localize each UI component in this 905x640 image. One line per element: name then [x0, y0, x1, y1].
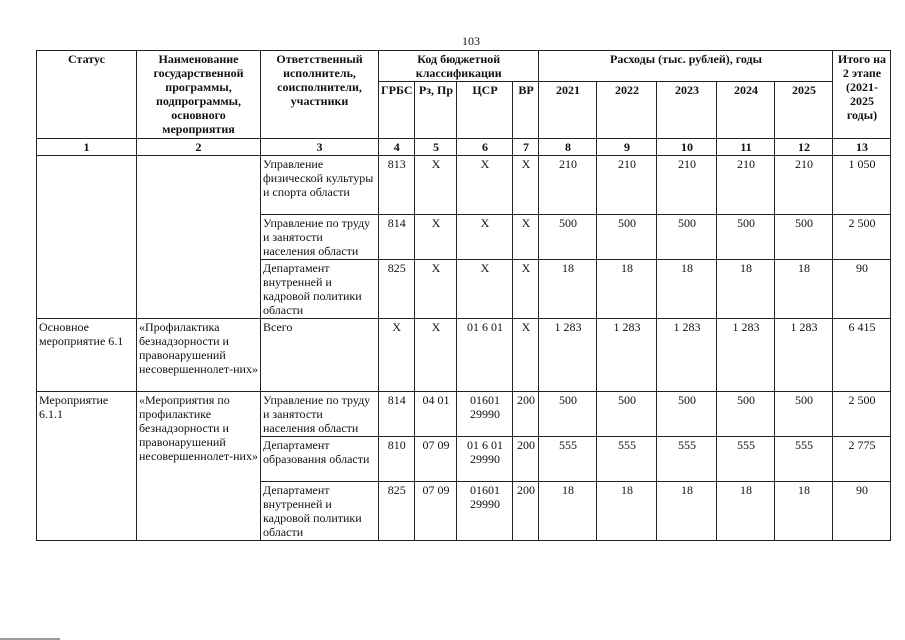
- value-2022-cell: 18: [597, 260, 657, 319]
- value-2021-cell: 555: [539, 437, 597, 482]
- column-number: 2: [137, 139, 261, 156]
- value-2025-cell: 555: [775, 437, 833, 482]
- column-number: 3: [261, 139, 379, 156]
- status-cell: [37, 156, 137, 319]
- grbs-cell: 825: [379, 260, 415, 319]
- value-2025-cell: 1 283: [775, 319, 833, 392]
- total-cell: 1 050: [833, 156, 891, 215]
- header-year: 2025: [775, 82, 833, 139]
- vr-cell: Х: [513, 319, 539, 392]
- rz-pr-cell: Х: [415, 319, 457, 392]
- total-cell: 90: [833, 482, 891, 541]
- csr-cell: 01601 29990: [457, 482, 513, 541]
- vr-cell: Х: [513, 215, 539, 260]
- column-number: 12: [775, 139, 833, 156]
- grbs-cell: 813: [379, 156, 415, 215]
- grbs-cell: 814: [379, 215, 415, 260]
- table-row: [37, 392, 891, 437]
- vr-cell: 200: [513, 437, 539, 482]
- value-2023-cell: 500: [657, 215, 717, 260]
- column-number: 1: [37, 139, 137, 156]
- header-rz-pr: Рз, Пр: [415, 82, 457, 139]
- column-number: 4: [379, 139, 415, 156]
- value-2022-cell: 18: [597, 482, 657, 541]
- value-2021-cell: 18: [539, 482, 597, 541]
- value-2022-cell: 210: [597, 156, 657, 215]
- total-cell: 90: [833, 260, 891, 319]
- value-2021-cell: 18: [539, 260, 597, 319]
- value-2023-cell: 555: [657, 437, 717, 482]
- csr-cell: Х: [457, 215, 513, 260]
- rz-pr-cell: Х: [415, 215, 457, 260]
- value-2023-cell: 500: [657, 392, 717, 437]
- value-2024-cell: 18: [717, 260, 775, 319]
- rz-pr-cell: 07 09: [415, 437, 457, 482]
- value-2024-cell: 1 283: [717, 319, 775, 392]
- header-expenses: Расходы (тыс. рублей), годы: [539, 51, 833, 82]
- column-number: 10: [657, 139, 717, 156]
- grbs-cell: 810: [379, 437, 415, 482]
- executor-cell: Управление по труду и занятости населения области: [261, 215, 379, 260]
- vr-cell: Х: [513, 260, 539, 319]
- executor-cell: Всего: [261, 319, 379, 392]
- value-2025-cell: 500: [775, 392, 833, 437]
- grbs-cell: 825: [379, 482, 415, 541]
- value-2023-cell: 18: [657, 482, 717, 541]
- vr-cell: 200: [513, 482, 539, 541]
- value-2025-cell: 18: [775, 482, 833, 541]
- value-2021-cell: 500: [539, 215, 597, 260]
- program-name-cell: [137, 156, 261, 319]
- status-cell: Основное мероприятие 6.1: [37, 319, 137, 392]
- column-number: 7: [513, 139, 539, 156]
- value-2021-cell: 210: [539, 156, 597, 215]
- value-2024-cell: 555: [717, 437, 775, 482]
- header-executor: Ответственный исполнитель, соисполнители, участники: [261, 51, 379, 139]
- column-number: 9: [597, 139, 657, 156]
- vr-cell: 200: [513, 392, 539, 437]
- header-year: 2024: [717, 82, 775, 139]
- value-2022-cell: 500: [597, 215, 657, 260]
- value-2024-cell: 500: [717, 215, 775, 260]
- column-number: 6: [457, 139, 513, 156]
- vr-cell: Х: [513, 156, 539, 215]
- program-name-cell: «Мероприятия по профилактике безнадзорности и правонарушений несовершеннолет-них»: [137, 392, 261, 541]
- header-year: 2021: [539, 82, 597, 139]
- table-row: [37, 319, 891, 392]
- column-number: 13: [833, 139, 891, 156]
- header-vr: ВР: [513, 82, 539, 139]
- executor-cell: Департамент образования области: [261, 437, 379, 482]
- program-name-cell: «Профилактика безнадзорности и правонарушений несовершеннолет-них»: [137, 319, 261, 392]
- grbs-cell: 814: [379, 392, 415, 437]
- total-cell: 2 500: [833, 215, 891, 260]
- rz-pr-cell: Х: [415, 156, 457, 215]
- total-cell: 2 775: [833, 437, 891, 482]
- csr-cell: Х: [457, 260, 513, 319]
- value-2022-cell: 555: [597, 437, 657, 482]
- column-number: 5: [415, 139, 457, 156]
- header-budget-code: Код бюджетной классификации: [379, 51, 539, 82]
- header-program-name: Наименование государственной программы, подпрограммы, основного мероприятия: [137, 51, 261, 139]
- column-number: 11: [717, 139, 775, 156]
- csr-cell: 01 6 01: [457, 319, 513, 392]
- column-number: 8: [539, 139, 597, 156]
- csr-cell: 01601 29990: [457, 392, 513, 437]
- value-2025-cell: 18: [775, 260, 833, 319]
- header-csr: ЦСР: [457, 82, 513, 139]
- budget-table: [36, 50, 891, 541]
- value-2024-cell: 210: [717, 156, 775, 215]
- executor-cell: Управление по труду и занятости населения области: [261, 392, 379, 437]
- table-row: [37, 156, 891, 215]
- header-status: Статус: [37, 51, 137, 139]
- value-2023-cell: 18: [657, 260, 717, 319]
- value-2022-cell: 1 283: [597, 319, 657, 392]
- value-2021-cell: 500: [539, 392, 597, 437]
- value-2024-cell: 500: [717, 392, 775, 437]
- header-grbs: ГРБС: [379, 82, 415, 139]
- executor-cell: Департамент внутренней и кадровой политики области: [261, 482, 379, 541]
- column-number-row: [37, 139, 891, 156]
- csr-cell: Х: [457, 156, 513, 215]
- status-cell: Мероприятие 6.1.1: [37, 392, 137, 541]
- header-total: Итого на 2 этапе (2021-2025 годы): [833, 51, 891, 139]
- csr-cell: 01 6 01 29990: [457, 437, 513, 482]
- rz-pr-cell: 07 09: [415, 482, 457, 541]
- executor-cell: Департамент внутренней и кадровой политики области: [261, 260, 379, 319]
- value-2025-cell: 210: [775, 156, 833, 215]
- value-2023-cell: 210: [657, 156, 717, 215]
- value-2024-cell: 18: [717, 482, 775, 541]
- value-2025-cell: 500: [775, 215, 833, 260]
- value-2022-cell: 500: [597, 392, 657, 437]
- total-cell: 6 415: [833, 319, 891, 392]
- rz-pr-cell: 04 01: [415, 392, 457, 437]
- header-year: 2022: [597, 82, 657, 139]
- rz-pr-cell: Х: [415, 260, 457, 319]
- total-cell: 2 500: [833, 392, 891, 437]
- value-2021-cell: 1 283: [539, 319, 597, 392]
- page-number: 103: [462, 34, 480, 48]
- executor-cell: Управление физической культуры и спорта области: [261, 156, 379, 215]
- header-year: 2023: [657, 82, 717, 139]
- grbs-cell: Х: [379, 319, 415, 392]
- value-2023-cell: 1 283: [657, 319, 717, 392]
